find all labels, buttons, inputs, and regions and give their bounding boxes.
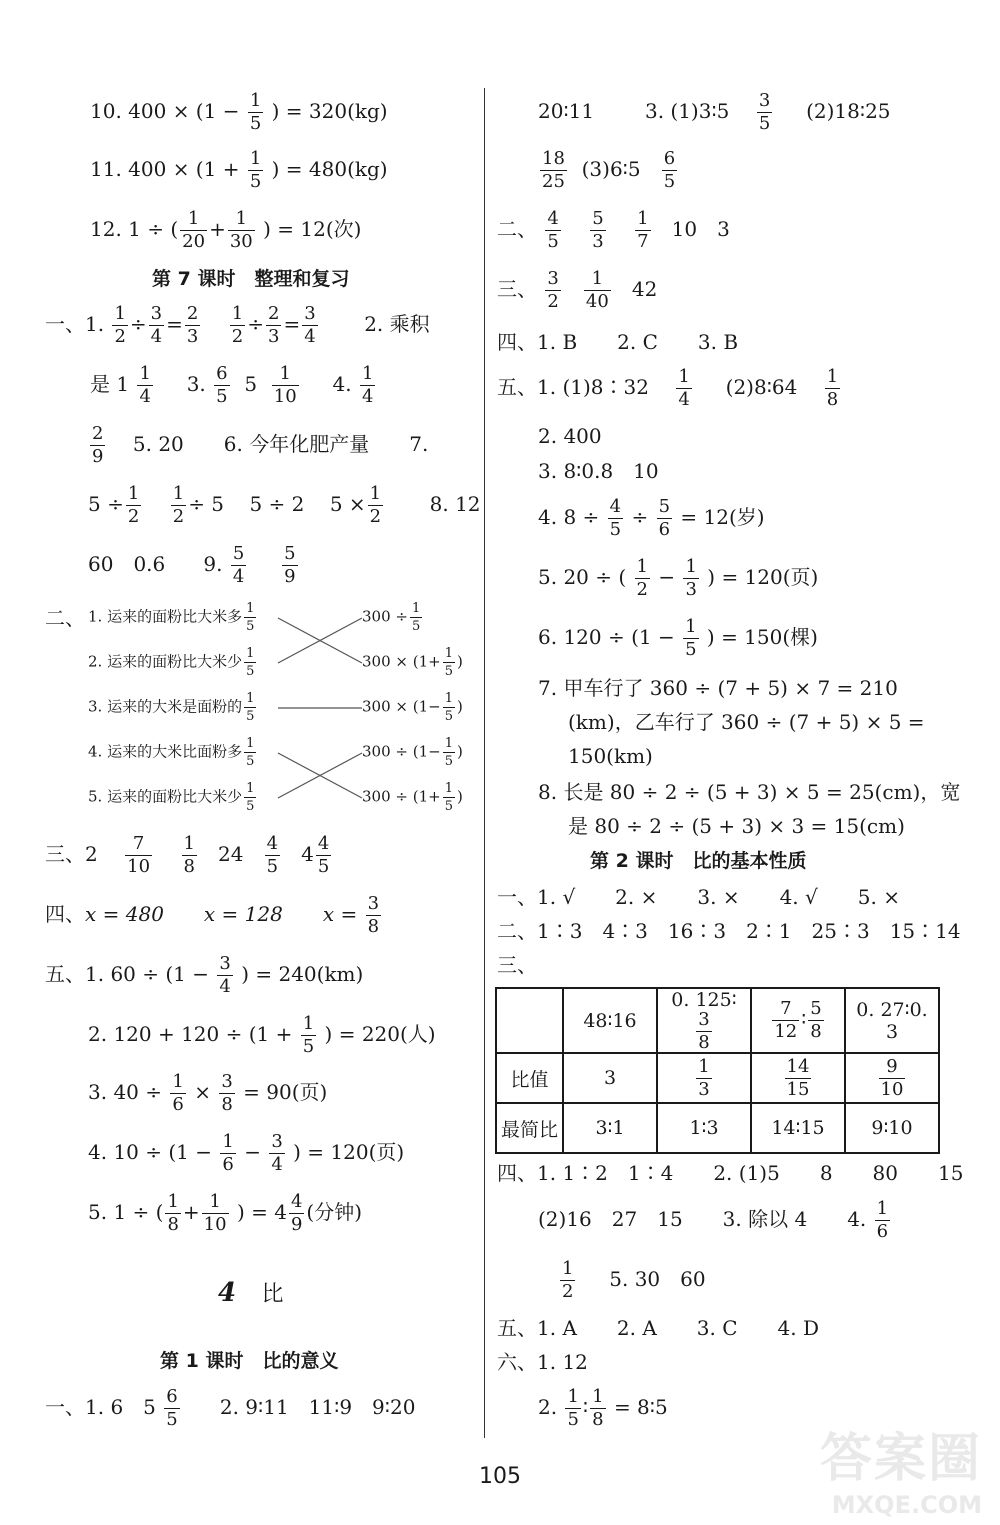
answer-line: 5. 1 ÷ ( $\frac{1}{8}$ + $\frac{1}{10}$ ) = 4 $\frac{4}{9}$ (分钟) [88,1191,362,1235]
right-column [490,0,1000,1525]
answer-line: 8. 长是 80 ÷ 2 ÷ (5 + 3) × 5 = 25(cm)，宽 [538,780,961,804]
answer-line: 六、1. 12 [497,1350,588,1374]
match-left-item: 1. 运来的面粉比大米多 $\frac{1}{5}$ [88,601,255,634]
fraction: $\frac{1}{20}$ [182,208,206,252]
table-cell: 48∶16 [563,988,657,1053]
table-cell: 0. 125∶ $\frac{3}{8}$ [657,988,751,1053]
fraction: $\frac{1}{5}$ [249,90,262,134]
match-left-item: 5. 运来的面粉比大米少 $\frac{1}{5}$ [88,781,255,814]
lesson-heading: 第 1 课时 比的意义 [160,1350,339,1372]
table-cell: 3∶1 [563,1103,657,1153]
answer-line: 12. 1 ÷ ( $\frac{1}{20}$ + $\frac{1}{30}$ ) = 12(次) [90,208,362,252]
row-header: 最简比 [496,1103,563,1153]
answer-line: 三、2 $\frac{7}{10}$ $\frac{1}{8}$ 24 $\frac{4}{5}$ 4 $\frac{4}{5}$ [45,833,330,877]
table-cell: 1∶3 [657,1103,751,1153]
answer-line: 一、1. 6 5 $\frac{6}{5}$ 2. 9∶11 11∶9 9∶20 [45,1386,416,1430]
answer-line: 11. 400 × (1 + $\frac{1}{5}$ ) = 480(kg) [90,148,388,192]
match-right-item: 300 ÷ (1− $\frac{1}{5}$ ) [362,736,463,769]
table-cell: 14∶15 [751,1103,845,1153]
answer-line: 10. 400 × (1 − $\frac{1}{5}$ ) = 320(kg) [90,90,388,134]
table-cell: 0. 27∶0. 3 [845,988,939,1053]
answer-line: 2. 120 + 120 ÷ (1 + $\frac{1}{5}$ ) = 220(人) [88,1013,436,1057]
answer-line: 5 ÷ $\frac{1}{2}$ $\frac{1}{2}$ ÷ 5 5 ÷ 2 5 × $\frac{1}{2}$ 8. 12 [88,483,481,527]
column-divider [484,88,485,1438]
answer-line: 五、1. (1)8∶32 $\frac{1}{4}$ (2)8∶64 $\frac{1}{8}$ [497,366,839,410]
answer-line: 3. 8∶0.8 10 [538,459,659,483]
answer-line: 是 1 $\frac{1}{4}$ 3. $\frac{6}{5}$ 5 $\frac{1}{10}$ 4. $\frac{1}{4}$ [90,363,374,407]
answer-line: (2)16 27 15 3. 除以 4 4. $\frac{1}{6}$ [538,1198,889,1242]
answer-line: 7. 甲车行了 360 ÷ (7 + 5) × 7 = 210 [538,676,898,700]
match-right-item: 300 × (1− $\frac{1}{5}$ ) [362,691,463,724]
match-left-item: 2. 运来的面粉比大米少 $\frac{1}{5}$ [88,646,255,679]
table-cell: $\frac{7}{12}$ ∶ $\frac{5}{8}$ [751,988,845,1053]
page-number: 105 [479,1464,521,1489]
table-cell: 3 [563,1053,657,1103]
answer-line: 3. 40 ÷ $\frac{1}{6}$ × $\frac{3}{8}$ = 90(页) [88,1071,328,1115]
answer-line: 150(km) [568,744,653,768]
answer-line: 2. 400 [538,424,602,448]
match-right-item: 300 ÷ (1+ $\frac{1}{5}$ ) [362,781,463,814]
matching-lines [0,0,480,840]
table-cell: 9∶10 [845,1103,939,1153]
table-cell: $\frac{14}{15}$ [751,1053,845,1103]
answer-line: (km)，乙车行了 360 ÷ (7 + 5) × 5 = [568,710,925,734]
answer-line: 四、1. 1∶2 1∶4 2. (1)5 8 80 15 [497,1161,964,1185]
answer-line: 二、1∶3 4∶3 16∶3 2∶1 25∶3 15∶14 [497,919,961,943]
left-column [0,0,480,1525]
answer-line: 6. 120 ÷ (1 − $\frac{1}{5}$ ) = 150(棵) [538,616,818,660]
match-left-item: 4. 运来的大米比面粉多 $\frac{1}{5}$ [88,736,255,769]
section-label: 三、 [497,953,537,977]
fraction: $\frac{1}{5}$ [249,148,262,192]
answer-line: 五、1. 60 ÷ (1 − $\frac{3}{4}$ ) = 240(km) [45,953,364,997]
lesson-heading: 第 7 课时 整理和复习 [152,268,350,290]
table-cell [496,988,563,1053]
answer-line: $\frac{18}{25}$ (3)6∶5 $\frac{6}{5}$ [542,148,676,192]
match-right-item: 300 × (1+ $\frac{1}{5}$ ) [362,646,463,679]
answer-line: 一、1. $\frac{1}{2}$ ÷ $\frac{3}{4}$ = $\frac{2}{3}$ $\frac{1}{2}$ ÷ $\frac{2}{3}$ = $\frac{3}{4}$ 2. 乘积 [45,303,430,347]
answer-line: 二、 $\frac{4}{5}$ $\frac{5}{3}$ $\frac{1}{7}$ 10 3 [497,208,730,252]
unit-heading: 4 比 [218,1278,284,1308]
answer-line: 4. 8 ÷ $\frac{4}{5}$ ÷ $\frac{5}{6}$ = 12(岁) [538,496,765,540]
table-cell: $\frac{9}{10}$ [845,1053,939,1103]
answer-line: 2. $\frac{1}{5}$ ∶ $\frac{1}{8}$ = 8∶5 [538,1386,668,1430]
answer-line: 5. 20 ÷ ( $\frac{1}{2}$ − $\frac{1}{3}$ ) = 120(页) [538,556,819,600]
watermark: 答案圈 MXQE.COM [819,1429,982,1519]
answer-line: $\frac{1}{2}$ 5. 30 60 [562,1258,706,1302]
lesson-heading: 第 2 课时 比的基本性质 [590,850,807,872]
table-cell: $\frac{1}{3}$ [657,1053,751,1103]
answer-line: 四、1. B 2. C 3. B [497,330,739,354]
answer-line: 一、1. √ 2. × 3. × 4. √ 5. × [497,885,900,909]
answer-line: $\frac{2}{9}$ 5. 20 6. 今年化肥产量 7. [92,423,429,467]
match-right-item: 300 ÷ $\frac{1}{5}$ [362,601,421,634]
answer-line: 60 0.6 9. $\frac{5}{4}$ $\frac{5}{9}$ [88,543,296,587]
answer-line: 三、 $\frac{3}{2}$ $\frac{1}{40}$ 42 [497,268,658,312]
match-left-item: 3. 运来的大米是面粉的 $\frac{1}{5}$ [88,691,255,724]
answer-line: 五、1. A 2. A 3. C 4. D [497,1316,819,1340]
ratio-table [495,987,940,1154]
answer-line: 四、x = 480 x = 128 x = $\frac{3}{8}$ [45,893,380,937]
answer-line: 是 80 ÷ 2 ÷ (5 + 3) × 3 = 15(cm) [568,814,905,838]
answer-line: 20∶11 3. (1)3∶5 $\frac{3}{5}$ (2)18∶25 [538,90,891,134]
row-header: 比值 [496,1053,563,1103]
answer-line: 4. 10 ÷ (1 − $\frac{1}{6}$ − $\frac{3}{4}$ ) = 120(页) [88,1131,405,1175]
section-label: 二、 [45,606,85,630]
fraction: $\frac{1}{30}$ [229,208,253,252]
